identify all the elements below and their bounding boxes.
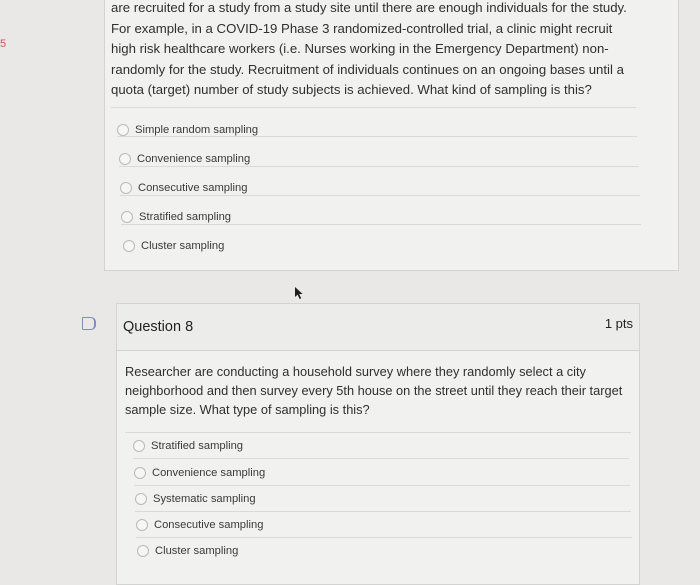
divider (136, 537, 632, 538)
answer-option-label: Cluster sampling (155, 545, 239, 557)
radio-button-icon[interactable] (117, 124, 129, 136)
answer-option[interactable] (134, 463, 265, 483)
radio-button-icon[interactable] (120, 182, 132, 194)
divider (125, 432, 631, 433)
answer-option[interactable] (133, 436, 243, 456)
answer-option-label: Cluster sampling (141, 240, 225, 252)
divider (120, 195, 640, 196)
question-7-card (104, 0, 679, 271)
divider (133, 458, 629, 459)
mouse-pointer-icon (294, 286, 304, 300)
divider (121, 224, 641, 225)
answer-option-label: Stratified sampling (139, 211, 232, 223)
answer-option-label: Consecutive sampling (138, 182, 248, 194)
divider (117, 136, 637, 137)
radio-button-icon[interactable] (121, 211, 133, 223)
answer-option[interactable] (123, 236, 224, 256)
question-8-card (116, 303, 640, 585)
divider (135, 511, 631, 512)
question-8-prompt: Researcher are conducting a household survey where they randomly select a city neighborhood and then survey every 5th house on the street until they reach their target sample size. What type of sampling is this? (125, 364, 623, 417)
question-title: Question 8 (123, 319, 194, 335)
divider (111, 107, 636, 108)
answer-option[interactable] (135, 489, 256, 509)
bookmark-flag-icon[interactable] (82, 317, 96, 330)
divider (134, 485, 630, 486)
question-points: 1 pts (604, 316, 633, 331)
radio-button-icon[interactable] (133, 440, 145, 452)
left-margin-marker: 5 (0, 38, 7, 50)
question-7-prompt: are recruited for a study from a study site until there are enough individuals for the study. For example, in a COVID-19 Phase 3 randomized-controlled trial, a clinic might recruit high risk healthcare workers (i.e. Nurses working in the Emergency Department) non-randomly for the study. Recruitment of individuals continues on an ongoing bases until a quota (target) number of study subjects is achieved. What kind of sampling is this? (111, 0, 627, 97)
radio-button-icon[interactable] (119, 153, 131, 165)
radio-button-icon[interactable] (123, 240, 135, 252)
answer-option-label: Convenience sampling (152, 467, 266, 479)
radio-button-icon[interactable] (135, 493, 147, 505)
radio-button-icon[interactable] (134, 467, 146, 479)
answer-option[interactable] (136, 515, 263, 535)
answer-option-label: Convenience sampling (137, 153, 251, 165)
answer-option-label: Systematic sampling (153, 493, 256, 505)
radio-button-icon[interactable] (137, 545, 149, 557)
answer-option-label: Consecutive sampling (154, 519, 264, 531)
divider (119, 166, 639, 167)
radio-button-icon[interactable] (136, 519, 148, 531)
answer-option[interactable] (117, 120, 258, 140)
answer-option[interactable] (137, 541, 238, 561)
answer-option-label: Stratified sampling (151, 440, 244, 452)
answer-option-label: Simple random sampling (135, 124, 259, 136)
question-header (117, 304, 639, 351)
